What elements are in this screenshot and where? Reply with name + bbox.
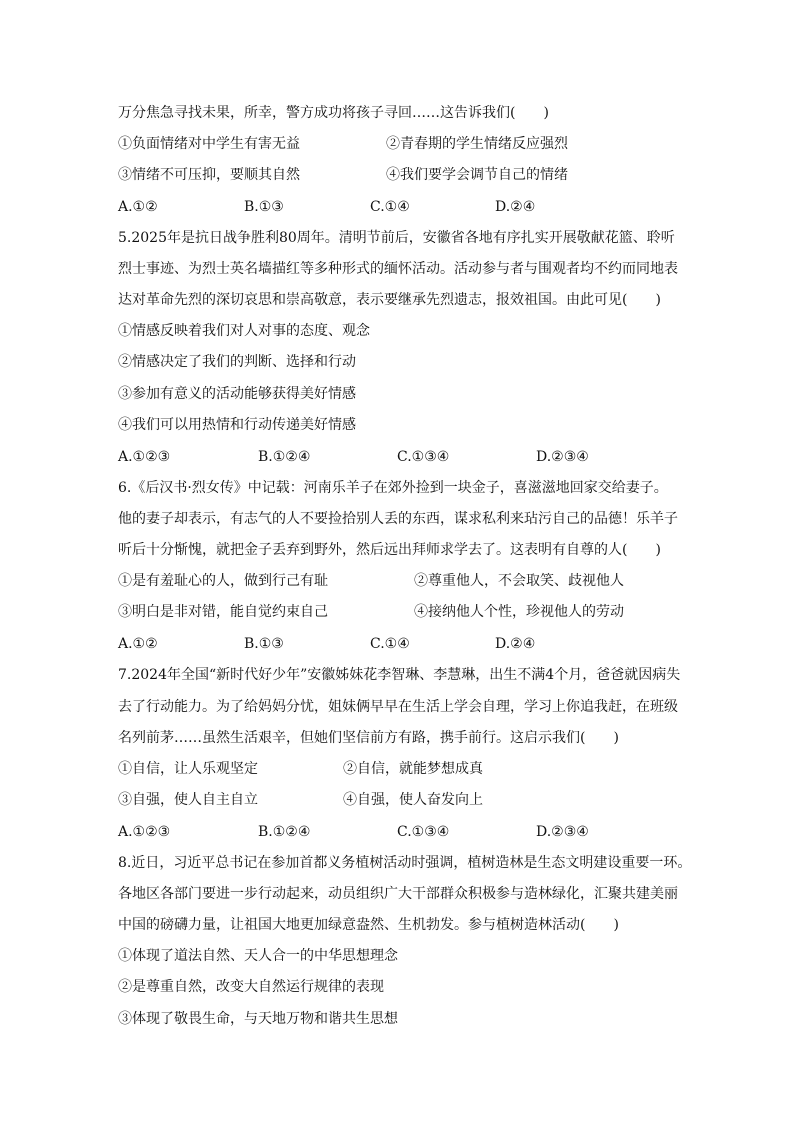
q5-statement-2: ②情感决定了我们的判断、选择和行动 bbox=[118, 354, 356, 370]
q4-choice-b[interactable]: B.①③ bbox=[244, 199, 284, 215]
q6-choice-c[interactable]: C.①④ bbox=[370, 636, 410, 652]
q6-choice-a[interactable]: A.①② bbox=[118, 636, 158, 652]
q5-statement-1: ①情感反映着我们对人对事的态度、观念 bbox=[118, 323, 370, 339]
q4-statement-3: ③情绪不可压抑，要顺其自然 bbox=[118, 167, 300, 183]
q8-statement-1: ①体现了道法自然、天人合一的中华思想理念 bbox=[118, 948, 398, 964]
q7-choice-c[interactable]: C.①③④ bbox=[397, 824, 450, 840]
q6-stem-line-3: 听后十分惭愧，就把金子丢弃到野外，然后远出拜师求学去了。这表明有自尊的人( ) bbox=[118, 542, 661, 558]
q8-statement-3: ③体现了敬畏生命，与天地万物和谐共生思想 bbox=[118, 1011, 398, 1027]
q7-stem-line-3: 名列前茅……虽然生活艰辛，但她们坚信前方有路，携手前行。这启示我们( ) bbox=[118, 730, 619, 746]
q7-choice-d[interactable]: D.②③④ bbox=[536, 824, 589, 840]
q7-statement-3: ③自强，使人自主自立 bbox=[118, 792, 258, 808]
q6-statement-4: ④接纳他人个性，珍视他人的劳动 bbox=[414, 604, 624, 620]
q7-statement-1: ①自信，让人乐观坚定 bbox=[118, 761, 258, 777]
q5-choice-a[interactable]: A.①②③ bbox=[118, 449, 171, 465]
q8-stem-line-1: 8.近日，习近平总书记在参加首都义务植树活动时强调，植树造林是生态文明建设重要一环。 bbox=[118, 855, 692, 871]
q5-choice-c[interactable]: C.①③④ bbox=[397, 449, 450, 465]
q8-stem-line-2: 各地区各部门要进一步行动起来，动员组织广大干部群众积极参与造林绿化，汇聚共建美丽 bbox=[118, 886, 678, 902]
q7-stem-line-2: 去了行动能力。为了给妈妈分忧，姐妹俩早早在生活上学会自理，学习上你追我赶，在班级 bbox=[118, 699, 678, 715]
q5-choice-d[interactable]: D.②③④ bbox=[536, 449, 589, 465]
q4-choice-c[interactable]: C.①④ bbox=[370, 199, 410, 215]
q7-statement-4: ④自强，使人奋发向上 bbox=[343, 792, 483, 808]
q4-stem-tail: 万分焦急寻找未果，所幸，警方成功将孩子寻回……这告诉我们( ) bbox=[118, 105, 549, 121]
q4-statement-1: ①负面情绪对中学生有害无益 bbox=[118, 136, 300, 152]
q7-choice-b[interactable]: B.①②④ bbox=[258, 824, 311, 840]
q4-choice-d[interactable]: D.②④ bbox=[495, 199, 536, 215]
q7-statement-2: ②自信，就能梦想成真 bbox=[343, 761, 483, 777]
q7-choice-a[interactable]: A.①②③ bbox=[118, 824, 171, 840]
q8-statement-2: ②是尊重自然，改变大自然运行规律的表现 bbox=[118, 979, 384, 995]
q7-stem-line-1: 7.2024年全国“新时代好少年”安徽姊妹花李智琳、李慧琳，出生不满4个月，爸爸就因病失 bbox=[118, 667, 681, 683]
q6-stem-line-1: 6.《后汉书·烈女传》中记载：河南乐羊子在郊外捡到一块金子，喜滋滋地回家交给妻子。 bbox=[118, 480, 668, 496]
q6-choice-d[interactable]: D.②④ bbox=[495, 636, 536, 652]
q4-statement-2: ②青春期的学生情绪反应强烈 bbox=[386, 136, 568, 152]
q4-choice-a[interactable]: A.①② bbox=[118, 199, 158, 215]
q6-statement-3: ③明白是非对错，能自觉约束自己 bbox=[118, 604, 328, 620]
q6-stem-line-2: 他的妻子却表示，有志气的人不要捡拾别人丢的东西，谋求私利来玷污自己的品德！乐羊子 bbox=[118, 511, 678, 527]
q8-stem-line-3: 中国的磅礴力量，让祖国大地更加绿意盎然、生机勃发。参与植树造林活动( ) bbox=[118, 917, 619, 933]
q6-statement-2: ②尊重他人，不会取笑、歧视他人 bbox=[414, 573, 624, 589]
q5-stem-line-3: 达对革命先烈的深切哀思和崇高敬意，表示要继承先烈遗志，报效祖国。由此可见( ) bbox=[118, 292, 661, 308]
q4-statement-4: ④我们要学会调节自己的情绪 bbox=[386, 167, 568, 183]
q5-statement-3: ③参加有意义的活动能够获得美好情感 bbox=[118, 386, 356, 402]
q5-choice-b[interactable]: B.①②④ bbox=[258, 449, 311, 465]
q5-stem-line-2: 烈士事迹、为烈士英名墙描红等多种形式的缅怀活动。活动参与者与围观者均不约而同地表 bbox=[118, 261, 678, 277]
q5-statement-4: ④我们可以用热情和行动传递美好情感 bbox=[118, 417, 356, 433]
q6-statement-1: ①是有羞耻心的人，做到行己有耻 bbox=[118, 573, 328, 589]
q5-stem-line-1: 5.2025年是抗日战争胜利80周年。清明节前后，安徽省各地有序扎实开展敬献花篮、聆听 bbox=[118, 230, 675, 246]
q6-choice-b[interactable]: B.①③ bbox=[244, 636, 284, 652]
